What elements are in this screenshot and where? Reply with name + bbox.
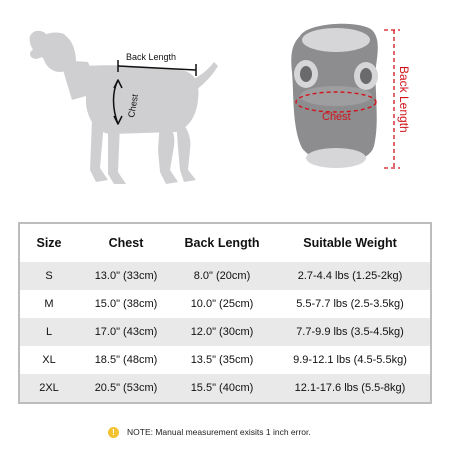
- cell-weight: 7.7-9.9 lbs (3.5-4.5kg): [270, 318, 430, 346]
- cell-size: S: [20, 262, 78, 290]
- cell-size: 2XL: [20, 374, 78, 402]
- table-row: [20, 318, 430, 346]
- measurement-illustration: [0, 0, 450, 200]
- coat-back-length-label: Back Length: [397, 66, 411, 133]
- table-row: [20, 262, 430, 290]
- cell-chest: 15.0" (38cm): [94, 298, 158, 310]
- cell-chest: 20.5" (53cm): [78, 374, 174, 402]
- header-back-length: Back Length: [184, 236, 260, 250]
- dog-chest-label: Chest: [126, 93, 141, 119]
- cell-back-length: 12.0" (30cm): [174, 318, 270, 346]
- size-chart: [18, 222, 432, 404]
- cell-size: L: [20, 318, 78, 346]
- cell-weight: 2.7-4.4 lbs (1.25-2kg): [270, 262, 430, 290]
- table-row: [20, 346, 430, 374]
- header-size: Size: [36, 236, 62, 250]
- table-row: [20, 290, 430, 318]
- table-row: [20, 374, 430, 402]
- cell-chest: 13.0" (33cm): [78, 262, 174, 290]
- size-table: [20, 224, 430, 402]
- cell-back-length: 13.5" (35cm): [190, 354, 254, 366]
- cell-size: M: [44, 298, 54, 310]
- cell-weight: 9.9-12.1 lbs (4.5-5.5kg): [293, 354, 407, 366]
- cell-chest: 17.0" (43cm): [78, 318, 174, 346]
- coat-image: [291, 24, 378, 168]
- note-text: NOTE: Manual measurement exisits 1 inch error.: [127, 427, 311, 437]
- cell-back-length: 15.5" (40cm): [174, 374, 270, 402]
- table-header-row: [20, 224, 430, 262]
- cell-weight: 5.5-7.7 lbs (2.5-3.5kg): [296, 298, 404, 310]
- cell-size: XL: [42, 354, 56, 366]
- cell-back-length: 8.0" (20cm): [174, 262, 270, 290]
- dog-back-length-label: Back Length: [126, 52, 177, 62]
- dog-silhouette: [30, 31, 218, 184]
- exclamation-icon: !: [108, 427, 119, 438]
- cell-weight: 12.1-17.6 lbs (5.5-8kg): [270, 374, 430, 402]
- cell-back-length: 10.0" (25cm): [190, 298, 254, 310]
- header-chest: Chest: [108, 236, 144, 250]
- coat-chest-label: Chest: [322, 111, 351, 123]
- measurement-note: [108, 425, 311, 439]
- header-suitable-weight: Suitable Weight: [303, 236, 397, 250]
- cell-chest: 18.5" (48cm): [94, 354, 158, 366]
